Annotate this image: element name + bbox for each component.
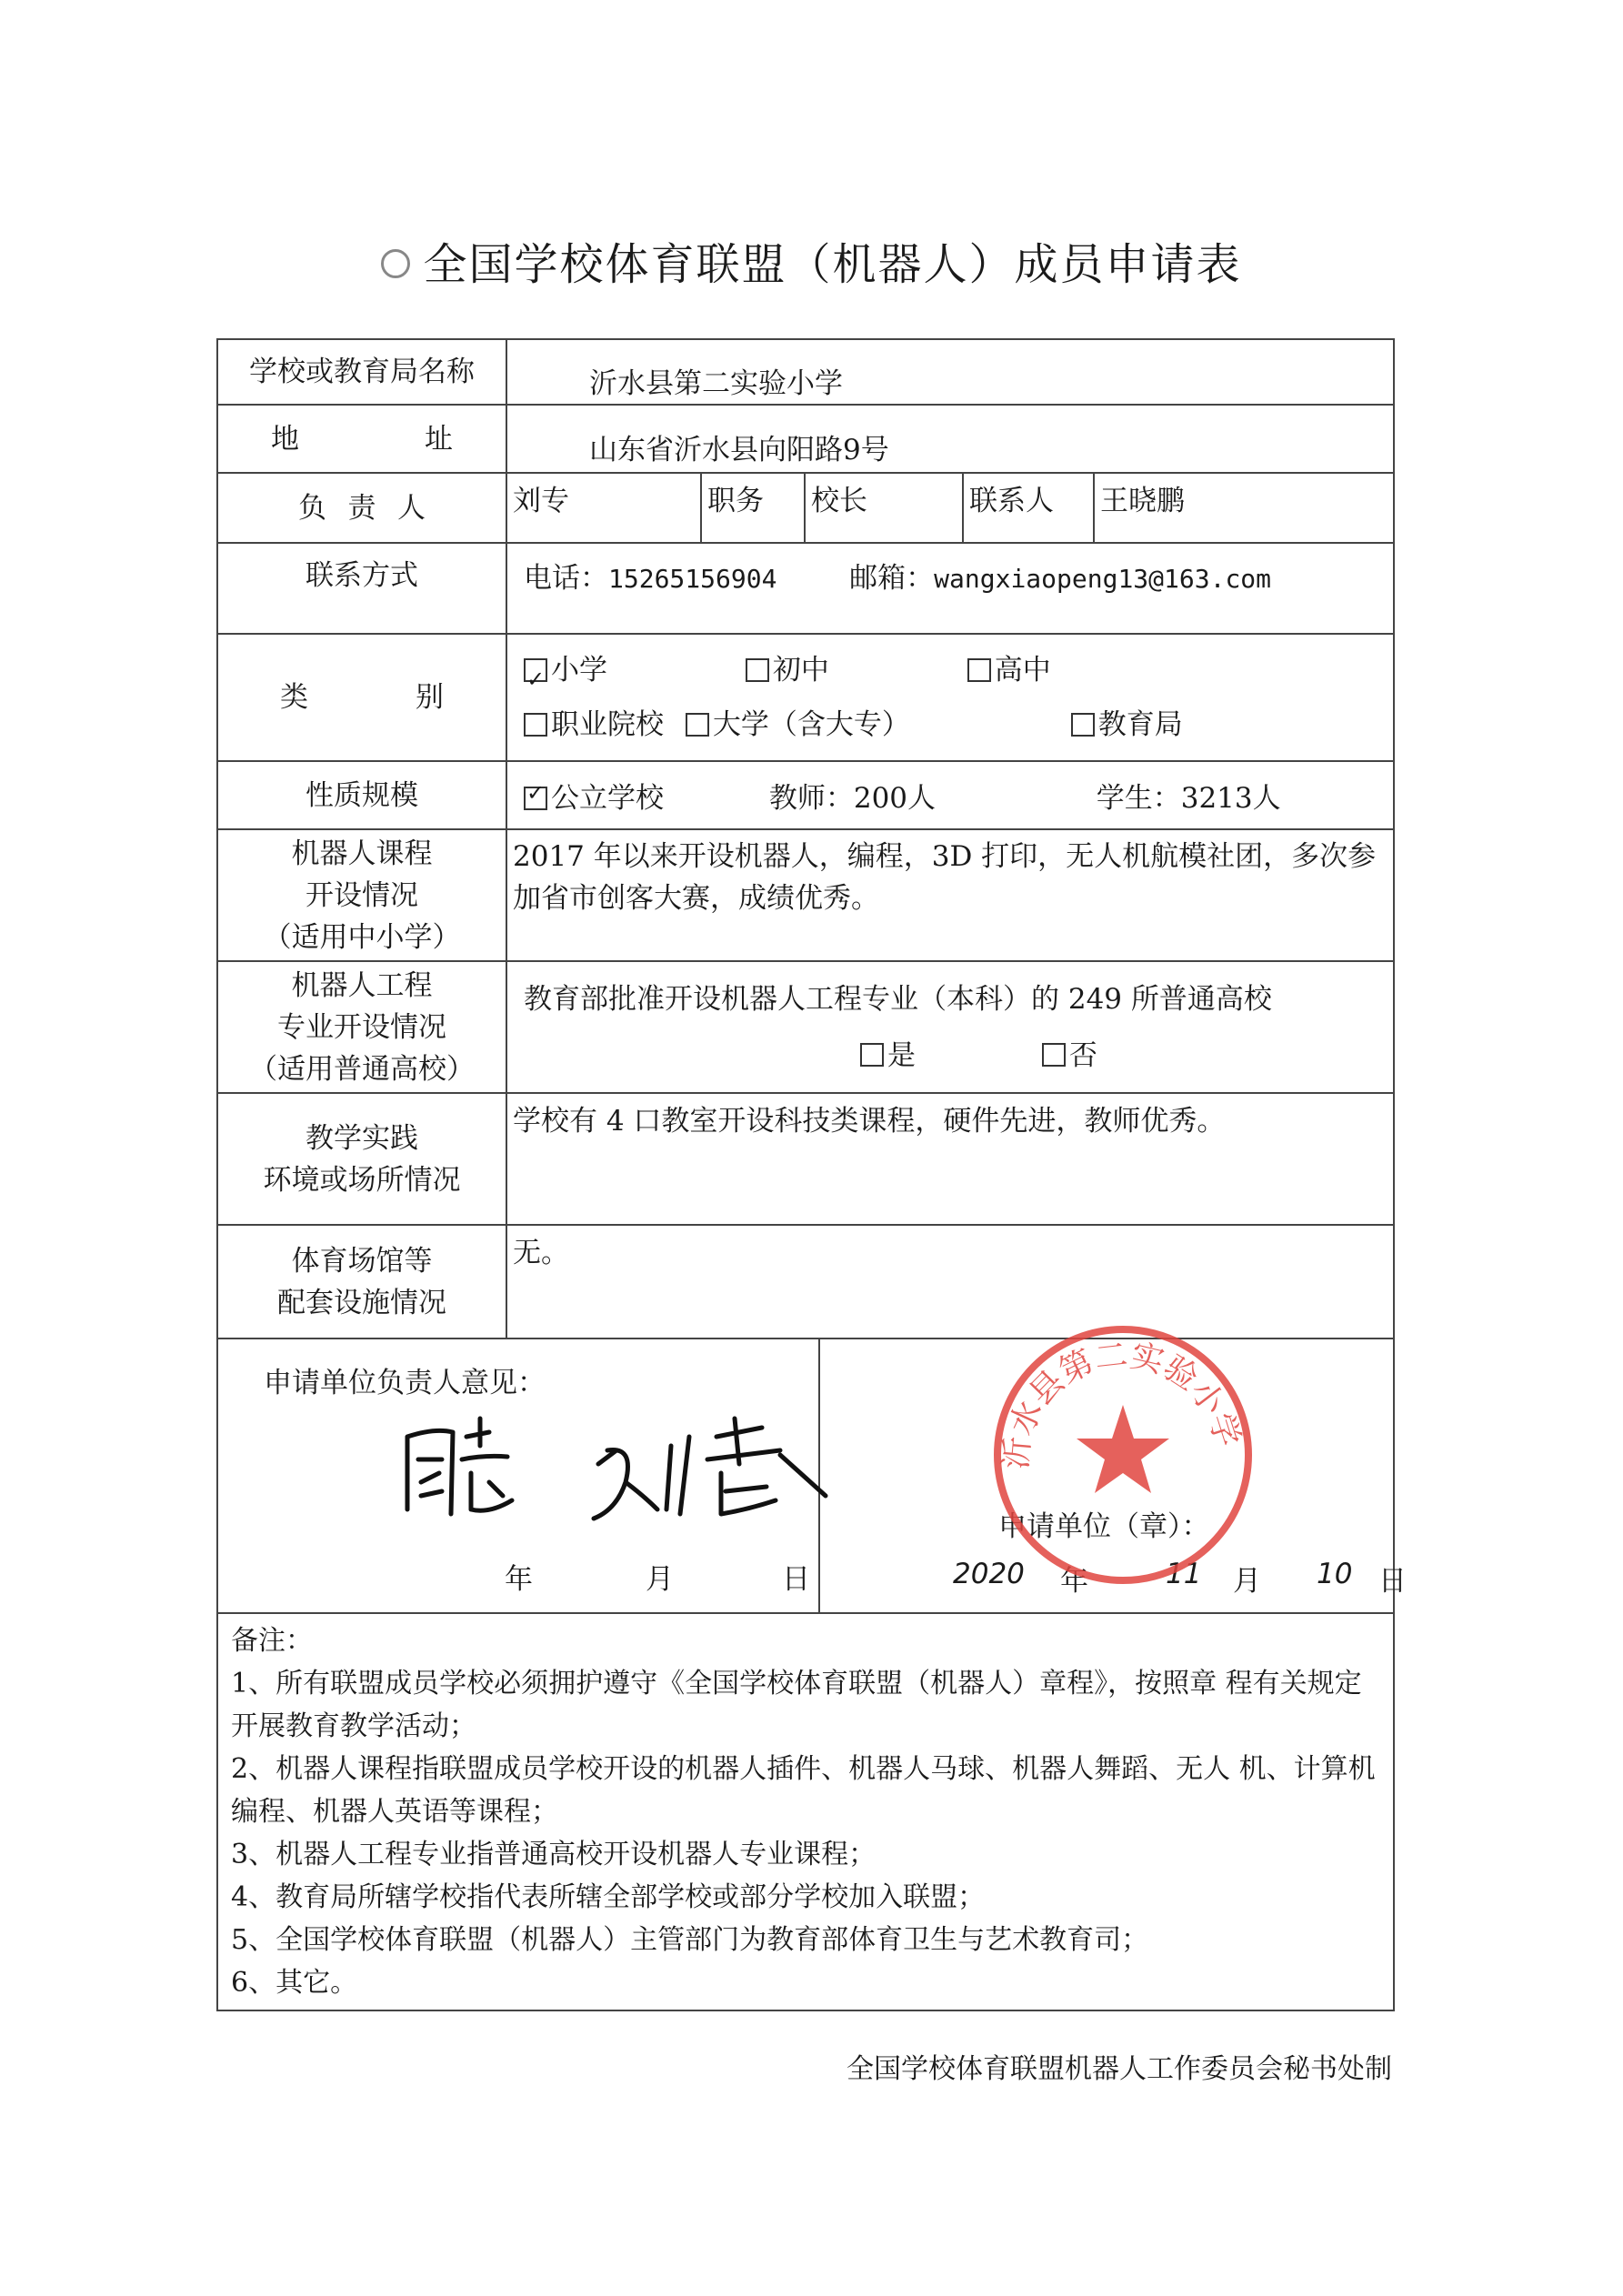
checkbox-checked-icon[interactable]: [524, 658, 547, 682]
opinion-day: 日: [782, 1563, 810, 1596]
unit-day: 日: [1378, 1565, 1407, 1598]
practice-label-2: 环境或场所情况: [263, 1163, 461, 1197]
category-options: [506, 634, 1394, 761]
practice-label-1: 教学实践: [306, 1121, 418, 1155]
email-label: 邮箱：: [849, 562, 935, 595]
unit-year: 年: [1060, 1565, 1088, 1598]
unit-month-value: 11: [1166, 1558, 1202, 1590]
address-label-text: 地址: [271, 422, 453, 456]
robot-course-label-3: （适用中小学）: [263, 920, 461, 954]
checkbox-icon[interactable]: [746, 658, 769, 682]
form-title-text: 全国学校体育联盟（机器人）成员申请表: [423, 239, 1242, 290]
students-label: 学生：: [1096, 782, 1181, 815]
school-name-value: [506, 339, 1394, 405]
position-value: 校长: [806, 474, 964, 542]
contact-value: 王晓鹏: [1100, 485, 1185, 517]
checkbox-icon[interactable]: [860, 1043, 884, 1067]
remark-item: 3、机器人工程专业指普通高校开设机器人专业课程；: [231, 1839, 877, 1870]
robot-course-value: [506, 829, 1394, 961]
option-edu-bureau-label: 教育局: [1097, 708, 1183, 741]
position-label: 职务: [702, 474, 806, 542]
row-practice: [217, 1093, 1394, 1225]
row-address: [217, 405, 1394, 473]
practice-label: [217, 1093, 506, 1225]
handwritten-signature: [398, 1409, 835, 1546]
remark-item: 1、所有联盟成员学校必须拥护遵守《全国学校体育联盟（机器人）章程》，按照章 程有关规定开展教育教学活动；: [231, 1668, 1362, 1742]
address-label: [217, 405, 506, 473]
public-school-option[interactable]: [524, 775, 760, 816]
robot-course-label: [217, 829, 506, 961]
row-contact-info: [217, 543, 1394, 634]
venue-label-2: 配套设施情况: [277, 1286, 446, 1319]
checkbox-icon[interactable]: [1042, 1043, 1066, 1067]
official-seal: [987, 1318, 1259, 1591]
person-name: 刘专: [507, 474, 702, 542]
practice-value: [506, 1093, 1394, 1225]
row-robot-course: [217, 829, 1394, 961]
remark-item: 4、教育局所辖学校指代表所辖全部学校或部分学校加入联盟；: [231, 1881, 986, 1913]
contact-info-value: [506, 543, 1394, 634]
school-name-text: 沂水县第二实验小学: [589, 366, 843, 400]
teachers-value: 200人: [853, 782, 937, 815]
row-scale: [217, 761, 1394, 829]
robot-major-label-2: 专业开设情况: [277, 1010, 446, 1044]
public-school-label: 公立学校: [551, 782, 664, 815]
remark-item: 5、全国学校体育联盟（机器人）主管部门为教育部体育卫生与艺术教育司；: [231, 1924, 1149, 1956]
robot-major-label-3: （适用普通高校）: [249, 1052, 475, 1086]
contact-info-label: 联系方式: [217, 543, 506, 634]
scale-value: [506, 761, 1394, 829]
form-title: [0, 229, 1623, 292]
phone-value: 15265156904: [608, 564, 777, 594]
option-yes-label: 是: [887, 1038, 916, 1072]
row-robot-major: [217, 961, 1394, 1093]
venue-value: [506, 1225, 1394, 1338]
venue-label: [217, 1225, 506, 1338]
robot-major-label-1: 机器人工程: [291, 968, 433, 1002]
row-person: [217, 473, 1394, 543]
option-senior-label: 高中: [994, 654, 1051, 687]
checkbox-checked-icon[interactable]: [524, 787, 547, 810]
option-vocational-label: 职业院校: [551, 708, 664, 741]
robot-course-text: 2017 年以来开设机器人，编程，3D 打印，无人机航模社团，多次参加省市创客大赛，成绩优秀。: [513, 840, 1377, 915]
seal-text: 沂水县第二实验小学: [997, 1336, 1247, 1471]
row-category: [217, 634, 1394, 761]
opinion-month: 月: [646, 1563, 674, 1596]
option-primary-label: 小学: [551, 654, 607, 687]
unit-label: 申请单位（章）：: [998, 1510, 1210, 1543]
row-remarks: [217, 1613, 1394, 2010]
person-label: [217, 473, 506, 543]
remarks-heading: 备注：: [231, 1625, 313, 1657]
contact-label: 联系人: [964, 474, 1095, 542]
venue-text: 无。: [513, 1237, 569, 1269]
robot-course-label-1: 机器人课程: [291, 837, 433, 870]
option-no-label: 否: [1068, 1038, 1097, 1072]
checkbox-icon[interactable]: [524, 713, 547, 737]
row-school-name: [217, 339, 1394, 405]
checkbox-icon[interactable]: [1071, 713, 1095, 737]
opinion-year: 年: [505, 1563, 533, 1596]
venue-label-1: 体育场馆等: [291, 1244, 433, 1278]
robot-course-label-2: 开设情况: [306, 878, 418, 912]
unit-day-value: 10: [1317, 1558, 1353, 1590]
practice-text: 学校有 4 口教室开设科技类课程，硬件先进，教师优秀。: [513, 1105, 1226, 1138]
robot-major-value: [506, 961, 1394, 1093]
email-value: wangxiaopeng13@163.com: [934, 564, 1272, 594]
remark-item: 2、机器人课程指联盟成员学校开设的机器人插件、机器人马球、机器人舞蹈、无人 机、计算机编程、机器人英语等课程；: [231, 1753, 1376, 1828]
footer-issuer: 全国学校体育联盟机器人工作委员会秘书处制: [847, 2053, 1392, 2085]
application-table: [216, 338, 1407, 2011]
unit-year-value: 2020: [953, 1558, 1025, 1590]
person-label-text: 负责人: [298, 491, 426, 525]
unit-month: 月: [1233, 1565, 1261, 1598]
logo-icon: [381, 249, 410, 278]
category-label: [217, 634, 506, 761]
school-name-label: 学校或教育局名称: [217, 339, 506, 405]
students-value: 3213人: [1180, 782, 1281, 815]
option-university[interactable]: [686, 697, 1022, 752]
checkbox-icon[interactable]: [686, 713, 709, 737]
teachers-label: 教师：: [768, 782, 854, 815]
opinion-label: 申请单位负责人意见：: [264, 1367, 546, 1399]
option-junior[interactable]: [746, 643, 918, 697]
remarks-cell: [217, 1613, 1394, 2010]
option-yes[interactable]: [860, 1028, 1033, 1084]
remark-item: 6、其它。: [231, 1967, 358, 1999]
option-no[interactable]: [1042, 1039, 1097, 1072]
address-text: 山东省沂水县向阳路9号: [589, 434, 889, 466]
option-primary[interactable]: [524, 643, 696, 697]
phone-label: 电话：: [524, 562, 608, 595]
robot-major-text: 教育部批准开设机器人工程专业（本科）的 249 所普通高校: [524, 982, 1272, 1016]
option-junior-label: 初中: [772, 654, 829, 687]
robot-major-label: [217, 961, 506, 1093]
option-university-label: 大学（含大专）: [712, 708, 910, 741]
person-cells: [506, 473, 1394, 543]
category-label-text: 类别: [280, 681, 444, 714]
option-senior[interactable]: [967, 643, 1051, 697]
scale-label: 性质规模: [217, 761, 506, 829]
address-value: [506, 405, 1394, 473]
option-edu-bureau[interactable]: [1071, 697, 1183, 752]
checkbox-icon[interactable]: [967, 658, 991, 682]
